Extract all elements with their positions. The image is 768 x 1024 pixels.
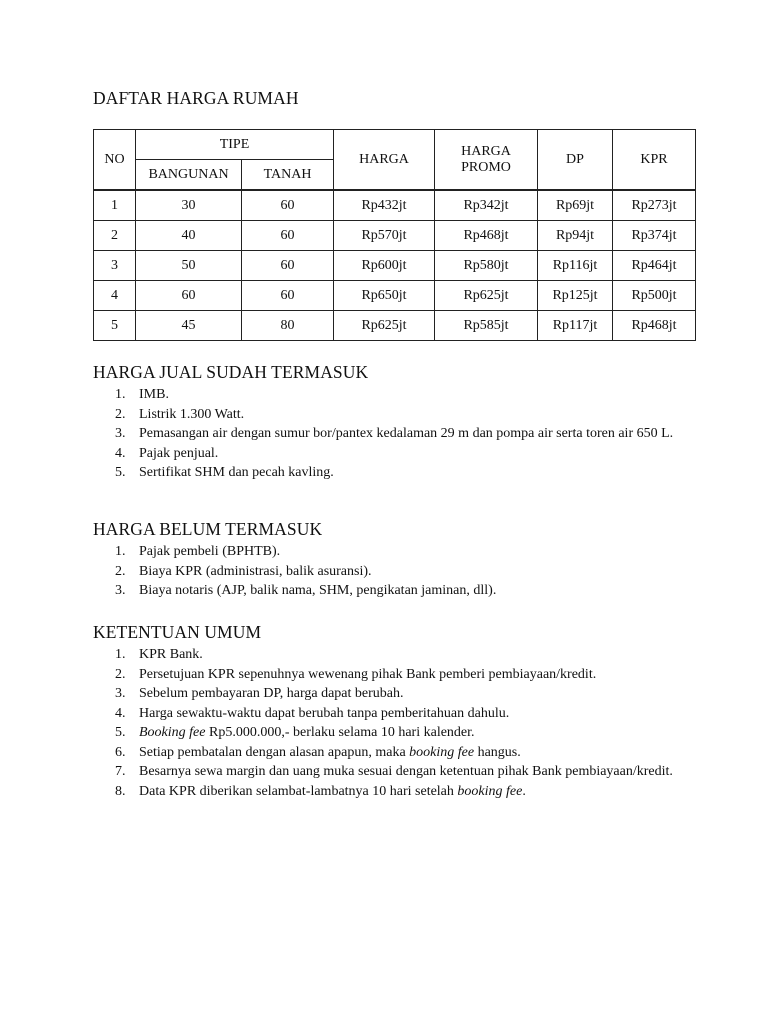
list-item: 3. Biaya notaris (AJP, balik nama, SHM, pengikatan jaminan, dll). bbox=[115, 583, 497, 598]
table-row bbox=[94, 281, 696, 311]
cell-harga-promo: Rp468jt bbox=[435, 221, 538, 251]
list-item: 7. Besarnya sewa margin dan uang muka sesuai dengan ketentuan pihak Bank pembiayaan/kredit. bbox=[115, 764, 673, 779]
cell-kpr: Rp374jt bbox=[613, 221, 696, 251]
list-item: 3. Pemasangan air dengan sumur bor/pantex kedalaman 29 m dan pompa air serta toren air 650 L. bbox=[115, 426, 674, 441]
header-harga-promo bbox=[435, 130, 538, 191]
price-table bbox=[93, 129, 696, 341]
list-item: 8. Data KPR diberikan selambat-lambatnya 10 hari setelah booking fee. bbox=[115, 783, 526, 799]
cell-kpr: Rp500jt bbox=[613, 281, 696, 311]
cell-tanah: 60 bbox=[242, 190, 334, 221]
cell-kpr: Rp273jt bbox=[613, 190, 696, 221]
cell-harga: Rp650jt bbox=[334, 281, 435, 311]
header-harga-promo-text: HARGA PROMO bbox=[461, 143, 511, 175]
list-item: 2. Persetujuan KPR sepenuhnya wewenang pihak Bank pemberi pembiayaan/kredit. bbox=[115, 666, 597, 682]
cell-dp: Rp125jt bbox=[538, 281, 613, 311]
list-ketentuan bbox=[93, 645, 675, 801]
header-harga: HARGA bbox=[334, 130, 435, 191]
cell-no: 3 bbox=[94, 251, 136, 281]
cell-bangunan: 50 bbox=[136, 251, 242, 281]
cell-no: 1 bbox=[94, 190, 136, 221]
section-heading-belum: HARGA BELUM TERMASUK bbox=[93, 519, 323, 539]
cell-bangunan: 30 bbox=[136, 190, 242, 221]
cell-bangunan: 60 bbox=[136, 281, 242, 311]
booking-fee-term: booking fee bbox=[457, 783, 523, 799]
table-row bbox=[94, 190, 696, 221]
booking-fee-term: Booking fee bbox=[139, 725, 206, 740]
table-row bbox=[94, 221, 696, 251]
list-item: 5. Sertifikat SHM dan pecah kavling. bbox=[115, 465, 334, 480]
list-item: 4. Harga sewaktu-waktu dapat berubah tanpa pemberitahuan dahulu. bbox=[115, 705, 510, 721]
cell-no: 5 bbox=[94, 311, 136, 341]
cell-tanah: 60 bbox=[242, 281, 334, 311]
cell-tanah: 60 bbox=[242, 251, 334, 281]
cell-harga-promo: Rp580jt bbox=[435, 251, 538, 281]
cell-dp: Rp94jt bbox=[538, 221, 613, 251]
cell-harga: Rp570jt bbox=[334, 221, 435, 251]
cell-harga: Rp600jt bbox=[334, 251, 435, 281]
page-title: DAFTAR HARGA RUMAH bbox=[93, 88, 299, 108]
header-tanah: TANAH bbox=[242, 160, 334, 191]
list-termasuk bbox=[93, 385, 675, 483]
cell-dp: Rp69jt bbox=[538, 190, 613, 221]
list-item: 6. Setiap pembatalan dengan alasan apapun, maka booking fee hangus. bbox=[115, 744, 521, 760]
cell-harga: Rp625jt bbox=[334, 311, 435, 341]
cell-harga-promo: Rp585jt bbox=[435, 311, 538, 341]
cell-tanah: 80 bbox=[242, 311, 334, 341]
list-belum bbox=[93, 542, 675, 601]
list-item: 1. KPR Bank. bbox=[115, 647, 203, 662]
header-no: NO bbox=[94, 130, 136, 191]
cell-kpr: Rp468jt bbox=[613, 311, 696, 341]
cell-no: 4 bbox=[94, 281, 136, 311]
table-row bbox=[94, 311, 696, 341]
cell-harga-promo: Rp342jt bbox=[435, 190, 538, 221]
cell-dp: Rp116jt bbox=[538, 251, 613, 281]
cell-harga-promo: Rp625jt bbox=[435, 281, 538, 311]
list-item: 4. Pajak penjual. bbox=[115, 445, 219, 461]
list-item: 1. Pajak pembeli (BPHTB). bbox=[115, 544, 281, 559]
table-header-row bbox=[94, 130, 696, 160]
cell-kpr: Rp464jt bbox=[613, 251, 696, 281]
section-heading-termasuk: HARGA JUAL SUDAH TERMASUK bbox=[93, 362, 369, 382]
list-item: 5. Booking fee Rp5.000.000,- berlaku selama 10 hari kalender. bbox=[115, 725, 475, 740]
booking-fee-term: booking fee bbox=[409, 744, 475, 760]
list-item: 3. Sebelum pembayaran DP, harga dapat berubah. bbox=[115, 686, 404, 701]
table-row bbox=[94, 251, 696, 281]
cell-bangunan: 45 bbox=[136, 311, 242, 341]
section-heading-ketentuan: KETENTUAN UMUM bbox=[93, 622, 262, 642]
list-item: 2. Listrik 1.300 Watt. bbox=[115, 406, 245, 422]
header-dp: DP bbox=[538, 130, 613, 191]
header-tipe: TIPE bbox=[136, 130, 334, 160]
cell-no: 2 bbox=[94, 221, 136, 251]
header-bangunan: BANGUNAN bbox=[136, 160, 242, 191]
cell-dp: Rp117jt bbox=[538, 311, 613, 341]
list-item: 2. Biaya KPR (administrasi, balik asuransi). bbox=[115, 563, 372, 579]
cell-harga: Rp432jt bbox=[334, 190, 435, 221]
cell-bangunan: 40 bbox=[136, 221, 242, 251]
header-kpr: KPR bbox=[613, 130, 696, 191]
cell-tanah: 60 bbox=[242, 221, 334, 251]
list-item: 1. IMB. bbox=[115, 387, 169, 402]
